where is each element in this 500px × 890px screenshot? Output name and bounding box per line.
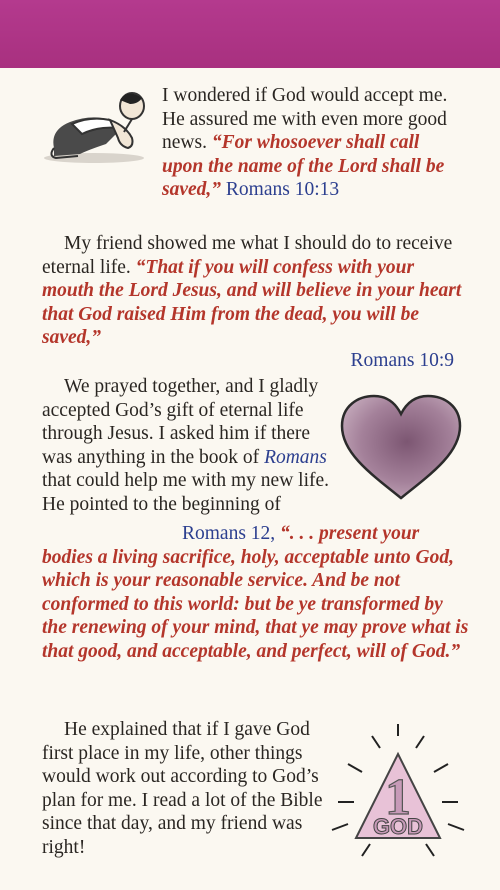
paragraph-text: We prayed together, and I gladly accepted God’s gift of eternal life through Jesus. I asked him if there was anything in the book of: [42, 376, 319, 468]
paragraph-text: My friend showed me what I should do to receive eternal life.: [42, 233, 453, 278]
scripture-reference: Romans 10:9: [350, 350, 454, 371]
scripture-quote: “. . . present your bodies a living sacrifice, holy, acceptable unto God, which is your reasonable service. And be not conformed to this world: but be ye transformed by the renewing of your mind, that ye may prove what is that good, and acceptable, and perfect, will of God.”: [42, 523, 469, 662]
paragraph-text: I wondered if God would accept me. He assured me with even more good news.: [162, 85, 448, 153]
paragraph-romans-12: [42, 522, 472, 663]
scripture-quote: “That if you will confess with your mouth the Lord Jesus, and will believe in your heart that God raised Him from the dead, you will be saved,”: [42, 256, 462, 348]
scripture-reference: Romans 12,: [182, 523, 276, 544]
badge-number: 1: [385, 769, 411, 826]
paragraph-eternal-life: [42, 232, 462, 350]
paragraph-text: He explained that if I gave God first place in my life, other things would work out according to God’s plan for me. I read a lot of the Bible since that day, and my friend was right!: [42, 719, 323, 858]
paragraph-acceptance: [162, 84, 462, 202]
praying-person-icon: [36, 86, 154, 166]
paragraph-first-place: [42, 718, 332, 859]
book-name: Romans: [264, 446, 327, 468]
scripture-reference: Romans 10:13: [225, 179, 340, 200]
paragraph-text: that could help me with my new life. He pointed to the beginning of: [42, 470, 330, 515]
badge-word: GOD: [372, 814, 424, 839]
paragraph-prayer: [42, 375, 472, 516]
scripture-quote: “For whosoever shall call upon the name of the Lord shall be saved,”: [162, 132, 445, 200]
god-first-badge-icon: [328, 718, 468, 868]
top-color-band: [0, 0, 500, 68]
